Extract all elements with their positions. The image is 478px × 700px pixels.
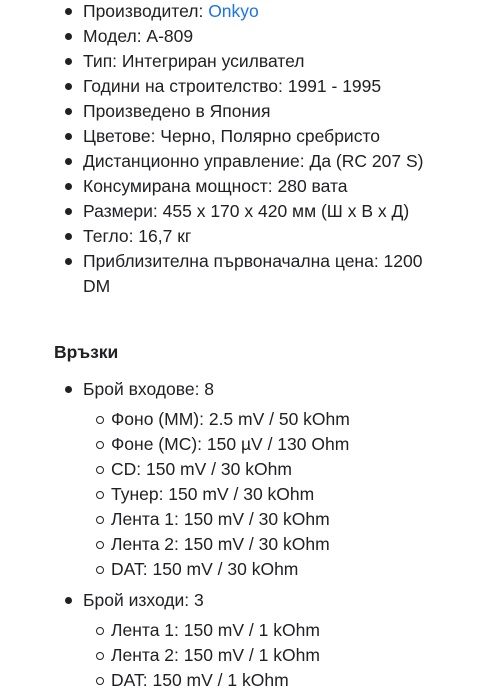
spec-model: Модел: A-809 xyxy=(0,24,478,49)
inputs-count: Брой входове: 8 xyxy=(83,379,215,399)
outputs-sublist xyxy=(83,618,478,693)
spec-weight: Тегло: 16,7 кг xyxy=(0,224,478,249)
outputs-list xyxy=(0,588,478,693)
outputs-count: Брой изходи: 3 xyxy=(83,590,204,610)
spec-remote: Дистанционно управление: Да (RC 207 S) xyxy=(0,149,478,174)
spec-colors: Цветове: Черно, Полярно сребристо xyxy=(0,124,478,149)
input-item: DAT: 150 mV / 30 kOhm xyxy=(83,557,478,582)
spec-list xyxy=(0,0,478,299)
output-item: DAT: 150 mV / 1 kOhm xyxy=(83,668,478,693)
spec-years: Години на строителство: 1991 - 1995 xyxy=(0,74,478,99)
spec-dimensions: Размери: 455 x 170 x 420 мм (Ш x В x Д) xyxy=(0,199,478,224)
spec-power: Консумирана мощност: 280 вата xyxy=(0,174,478,199)
input-item: Тунер: 150 mV / 30 kOhm xyxy=(83,482,478,507)
inputs-sublist xyxy=(83,407,478,582)
input-item: Фоне (MC): 150 µV / 130 Ohm xyxy=(83,432,478,457)
inputs-list xyxy=(0,377,478,582)
input-item: CD: 150 mV / 30 kOhm xyxy=(83,457,478,482)
outputs-count-item xyxy=(0,588,478,693)
inputs-count-item xyxy=(0,377,478,582)
input-item: Лента 2: 150 mV / 30 kOhm xyxy=(83,532,478,557)
spec-manufacturer-label: Производител: xyxy=(83,1,209,21)
spec-made-in: Произведено в Япония xyxy=(0,99,478,124)
input-item: Лента 1: 150 mV / 30 kOhm xyxy=(83,507,478,532)
input-item: Фоно (MM): 2.5 mV / 50 kOhm xyxy=(83,407,478,432)
spec-price: Приблизителна първоначална цена: 1200 DM xyxy=(0,249,478,299)
output-item: Лента 1: 150 mV / 1 kOhm xyxy=(83,618,478,643)
output-item: Лента 2: 150 mV / 1 kOhm xyxy=(83,643,478,668)
manufacturer-link[interactable]: Onkyo xyxy=(208,1,259,21)
connections-heading: Връзки xyxy=(54,342,119,362)
spec-type: Тип: Интегриран усилвател xyxy=(0,49,478,74)
spec-manufacturer xyxy=(0,0,478,24)
